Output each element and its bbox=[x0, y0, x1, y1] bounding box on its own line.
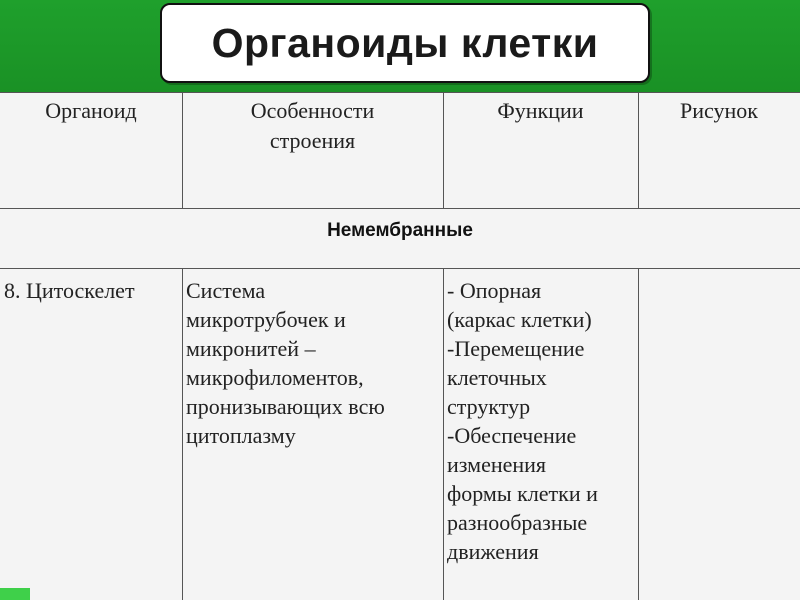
header-picture-label: Рисунок bbox=[680, 98, 758, 123]
structure-line: цитоплазму bbox=[186, 423, 296, 448]
header-structure-line1: Особенности bbox=[250, 98, 375, 123]
header-structure-line2: строения bbox=[269, 128, 356, 153]
structure-line: микротрубочек и bbox=[186, 307, 346, 332]
col-divider-2-body bbox=[443, 268, 444, 600]
header-bottom-border bbox=[0, 208, 800, 209]
structure-line: пронизывающих всю bbox=[186, 394, 385, 419]
row-organoid bbox=[4, 276, 180, 305]
header-functions bbox=[443, 96, 638, 126]
function-line: изменения bbox=[447, 452, 547, 477]
corner-accent bbox=[0, 588, 30, 600]
section-nonmembrane bbox=[0, 216, 800, 246]
function-line: движения bbox=[447, 539, 539, 564]
function-line: (каркас клетки) bbox=[447, 307, 592, 332]
col-divider-1-body bbox=[182, 268, 183, 600]
function-line: клеточных bbox=[447, 365, 547, 390]
table-top-border bbox=[0, 92, 800, 93]
title-box bbox=[160, 3, 650, 83]
page-title: Органоиды клетки bbox=[211, 19, 599, 66]
structure-line: микрофиломентов, bbox=[186, 365, 364, 390]
function-line: разнообразные bbox=[447, 510, 588, 535]
organoid-table bbox=[0, 92, 800, 600]
function-line: -Обеспечение bbox=[447, 423, 577, 448]
section-nonmembrane-label: Немембранные bbox=[327, 220, 473, 241]
header-functions-label: Функции bbox=[497, 98, 584, 123]
row-organoid-label: 8. Цитоскелет bbox=[4, 278, 135, 303]
function-line: - Опорная bbox=[447, 278, 542, 303]
header-picture bbox=[638, 96, 800, 126]
row-structure bbox=[186, 276, 441, 450]
structure-line: Система bbox=[186, 278, 266, 303]
header-organoid-label: Органоид bbox=[45, 98, 137, 123]
section-bottom-border bbox=[0, 268, 800, 269]
function-line: структур bbox=[447, 394, 531, 419]
col-divider-3-body bbox=[638, 268, 639, 600]
header-structure bbox=[182, 96, 443, 156]
structure-line: микронитей – bbox=[186, 336, 316, 361]
row-functions bbox=[447, 276, 636, 566]
function-line: -Перемещение bbox=[447, 336, 585, 361]
header-organoid bbox=[0, 96, 182, 126]
function-line: формы клетки и bbox=[447, 481, 598, 506]
